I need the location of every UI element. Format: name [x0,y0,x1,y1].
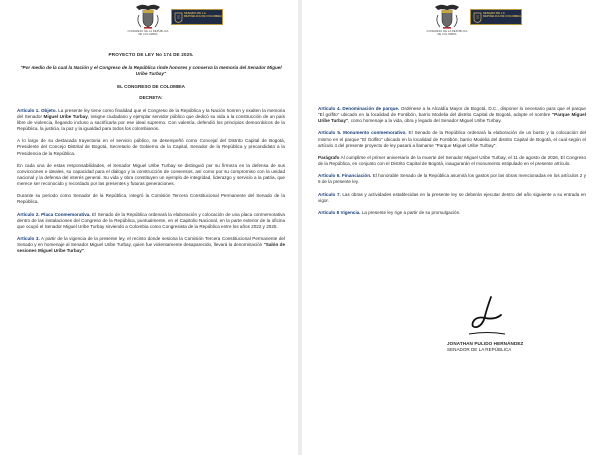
congress-seal [171,9,223,25]
article-5 [318,130,586,148]
bold-text: Miguel Uribe Turbay [43,113,88,119]
article-3 [17,236,285,254]
article-8 [318,210,586,216]
article-text: Ordénese a la Alcaldía Mayor de Bogotá, D.C., disponer lo necesario para que el parque "El golfito" ubicado en la localidad de Fontibón, barrio Modelia del distrito Capital de Bogotá, adopte el nombre [318,106,586,118]
colombia-crest-icon [432,3,462,31]
crest-caption: CONGRESO DE LA REPÚBLICA DE COLOMBIA [127,30,169,36]
article-text: El honorable Senado de la República asumirá los gastos por las obras mencionadas en los artículos 2 y 5 de la presente ley. [318,173,586,185]
page-header [17,0,285,40]
article-text: La presente ley tiene como finalidad que el Congreso de la República y la Nación honren y exalten la memoria del Senador [17,107,286,119]
colombia-crest-icon [133,3,163,31]
bold-text: "Parque Miguel Uribe Turbay" [318,112,586,124]
article-heading: Artículo 3. [17,236,40,242]
article-heading: Artículo 8 Vigencia. [318,209,361,215]
article-text: Las obras y actividades establecidas en la presente ley se deberán ejecutar dentro del año siguiente a su entrada en vigor. [318,191,586,203]
signature-block [447,294,557,352]
seal-text: SENADO DE LA REPÚBLICA DE COLOMBIA [483,11,522,19]
article-text: , como homenaje a la vida, obra y legado del Senador Miguel Uribe Turbay. [348,118,502,124]
article-text: . [83,248,86,254]
article-text: Al cumplirse el primer aniversario de la muerte del Senador Miguel Uribe Turbay, el 11 de agosto de 2026, El Congreso de la República, en conjunto con el Distrito Capital de Bogotá, inaugurarán el monumento estipulado en el presente artículo. [318,154,586,167]
article-heading: Artículo 6. Financiación. [318,173,372,179]
article-heading: Artículo 7. [318,191,341,197]
page-header [318,0,586,40]
decrees-heading: DECRETA: [139,94,163,100]
paragraph-legacy: En cada una de estas responsabilidades, el Senador Miguel Uribe Turbay se distinguió por su firmeza en la defensa de sus convicciones e ideales, su capacidad para el diálogo y la construcción de consensos, así como por su compromiso con la unidad nacional y la defensa del interés general. Su vida y obra constituyen un ejemplo de integridad, liderazgo y servicio a la patria, que merece ser reconocido y recordado por las presentes y futuras generaciones. [17,162,285,187]
article-text: , insigne ciudadano y ejemplar servidor público que dedicó su vida a la construcción de un país libre de violencia, llegando incluso a sacrificarla por ese ideal supremo. Con valentía, defendió los principios democráticos de la República, la justicia, la paz y la igualdad para todos los colombianos. [17,113,285,132]
article-1 [17,108,285,133]
congress-seal [470,9,522,25]
paragraph-career: A lo largo de su destacada trayectoria en el servicio público, se desempeñó como Concejal del Distrito Capital de Bogotá, Presidente del Concejo Distrital de Bogotá, Secretario de Gobierno de la Capital, Senador de la República y precandidato a la Presidencia de la República. [17,138,285,156]
article-text: La presente ley rige a partir de su promulgación. [360,209,461,215]
signatory-title: SENADOR DE LA REPÚBLICA [447,347,512,352]
article-6 [318,173,586,185]
document-page-right [302,0,600,455]
congress-seal-icon [174,12,183,23]
signatory-name: JONATHAN PULIDO HERNÁNDEZ [447,341,524,346]
article-text: El Senado de la República ordenará la elaboración y colocación de una placa conmemorativa dentro de las instalaciones del Congreso de la República, puntualmente, en el Capitolio Nacional, en la parte exterior de la oficina que ocupó el Senador Miguel Uribe Turbay sirviendo a Colombia como Congresista de la República entre los años 2022 y 2025. [17,211,285,229]
paragraph-clause [318,155,586,167]
congress-heading: EL CONGRESO DE COLOMBIA [117,83,185,89]
crest-caption: CONGRESO DE LA REPÚBLICA DE COLOMBIA [426,30,468,36]
document-page-left [0,0,298,455]
paragraph-commission: Durante su periodo como Senador de la República, integró la Comisión Tercera Constitucional Permanente del Senado de la República. [17,193,285,205]
bold-text: "Salón de sesiones Miguel Uribe Turbay" [17,242,285,254]
article-heading: Artículo 1. Objeto. [17,107,57,113]
article-heading: Artículo 2. Placa Conmemorativa. [17,211,91,217]
article-heading: Artículo 4. Denominación de parque. [318,106,400,111]
article-text: El Senado de la República ordenará la elaboración de un busto y la colocación del mismo en el parque "El Golfito" ubicado en la localidad de Fontibón, barrio Modelia del distrito Capital de Bogotá, el cual según el artículo 4 del presente proyecto de ley pasará a llamarse "Parque Miguel Uribe Turbay". [318,130,586,148]
article-2 [17,212,285,230]
seal-text: SENADO DE LA REPÚBLICA DE COLOMBIA [184,11,223,19]
article-7 [318,192,586,204]
bill-number: PROYECTO DE LEY No 174 DE 2025. [108,52,194,57]
congress-seal-icon [473,12,482,23]
clause-heading: Parágrafo [318,154,340,160]
article-text: A partir de la vigencia de la presente ley, el recinto donde sesiona la Comisión Tercera Constitucional Permanente del Senado y en homenaje al Senador Miguel Uribe Turbay, quien fue violentamente desaparecido, llevará la denominación [17,236,285,248]
article-4 [318,106,586,124]
handwritten-signature [467,294,507,338]
bill-title: "Por medio de la cual la Nación y el Congreso de la República rinde honores y conserva la memoria del Senador Miguel Uribe Turbay" [20,65,282,77]
article-heading: Artículo 5. Monumento conmemorativo. [318,130,407,136]
